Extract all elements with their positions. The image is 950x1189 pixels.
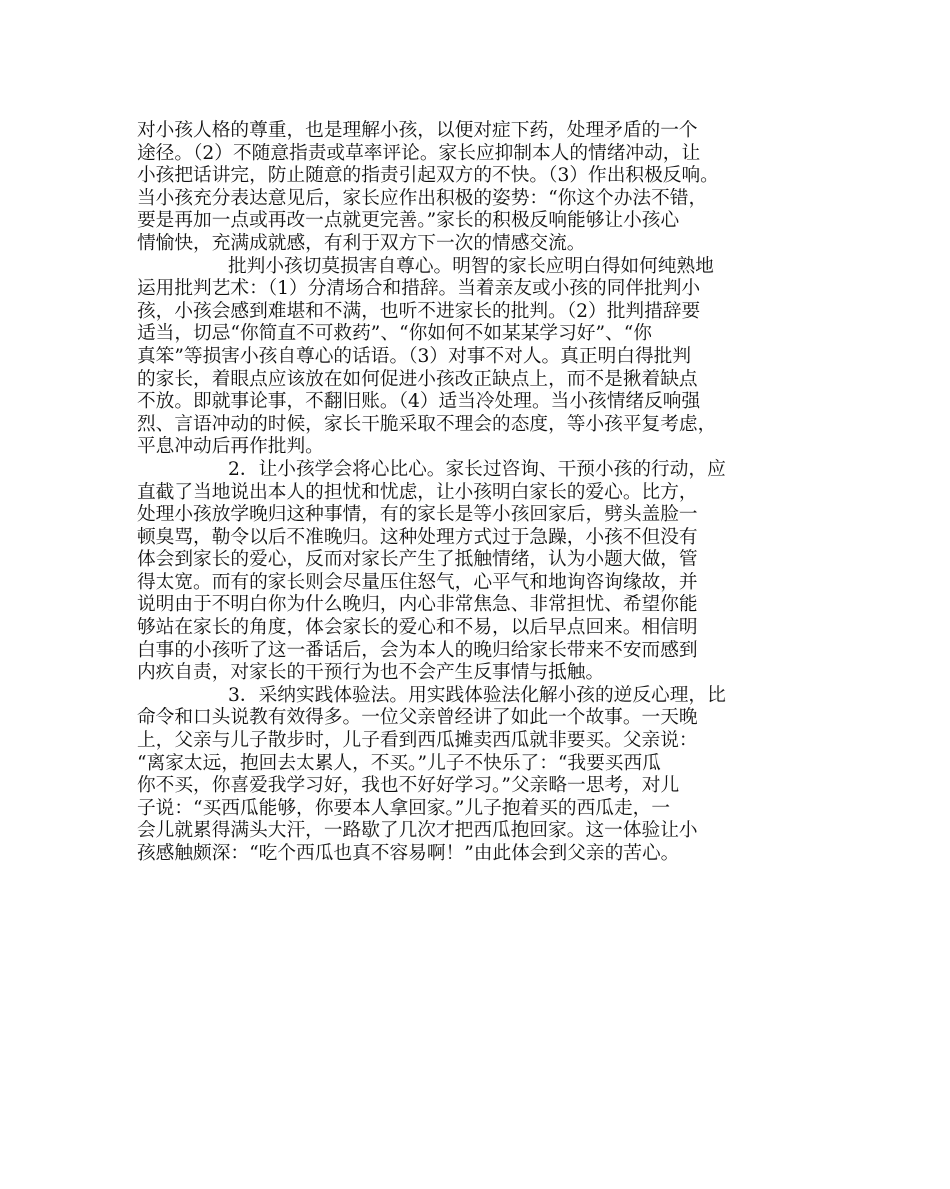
- text-line: 情愉快，充满成就感，有利于双方下一次的情感交流。: [137, 232, 586, 254]
- paragraph-first-line: 3．采纳实践体验法。用实践体验法化解小孩的逆反心理，比: [228, 684, 726, 706]
- text-line: 体会到家长的爱心，反而对家长产生了抵触情绪，认为小题大做，管: [137, 549, 698, 571]
- text-line: 内疚自责，对家长的干预行为也不会产生反事情与抵触。: [137, 662, 605, 684]
- text-line: 顿臭骂，勒令以后不准晚归。这种处理方式过于急躁，小孩不但没有: [137, 526, 698, 548]
- text-line: “离家太远，抱回去太累人，不买。”儿子不快乐了：“我要买西瓜: [137, 752, 661, 774]
- text-line: 孩，小孩会感到难堪和不满，也听不进家长的批判。（2）批判措辞要: [137, 300, 701, 322]
- text-line: 烈、言语冲动的时候，家长干脆采取不理会的态度，等小孩平复考虑，: [137, 413, 717, 435]
- text-line: 会儿就累得满头大汗，一路歇了几次才把西瓜抱回家。这一体验让小: [137, 820, 698, 842]
- text-line: 处理小孩放学晚归这种事情，有的家长是等小孩回家后，劈头盖脸一: [137, 504, 698, 526]
- text-line: 上，父亲与儿子散步时，儿子看到西瓜摊卖西瓜就非要买。父亲说：: [137, 730, 698, 752]
- paragraph-first-line: 2．让小孩学会将心比心。家长过咨询、干预小孩的行动，应: [228, 458, 726, 480]
- text-line: 得太宽。而有的家长则会尽量压住怒气，心平气和地询咨询缘故，并: [137, 571, 698, 593]
- text-line: 对小孩人格的尊重，也是理解小孩，以便对症下药，处理矛盾的一个: [137, 120, 698, 141]
- text-line: 小孩把话讲完，防止随意的指责引起双方的不快。（3）作出积极反响。: [137, 165, 719, 187]
- text-line: 够站在家长的角度，体会家长的爱心和不易，以后早点回来。相信明: [137, 617, 698, 639]
- text-line: 孩感触颇深：“吃个西瓜也真不容易啊！”由此体会到父亲的苦心。: [137, 843, 680, 864]
- text-line: 要是再加一点或再改一点就更完善。”家长的积极反响能够让小孩心: [137, 210, 680, 232]
- text-line: 运用批判艺术：（1）分清场合和措辞。当着亲友或小孩的同伴批判小: [137, 278, 701, 300]
- text-line: 当小孩充分表达意见后，家长应作出积极的姿势：“你这个办法不错，: [137, 187, 708, 209]
- text-line: 直截了当地说出本人的担忧和忧虑，让小孩明白家长的爱心。比方，: [137, 481, 698, 503]
- text-line: 真笨”等损害小孩自尊心的话语。（3）对事不对人。真正明白得批判: [137, 345, 692, 367]
- paragraph-first-line: 批判小孩切莫损害自尊心。明智的家长应明白得如何纯熟地: [228, 255, 714, 277]
- text-line: 白事的小孩听了这一番话后，会为本人的晚归给家长带来不安而感到: [137, 639, 698, 661]
- body-text: [137, 120, 817, 866]
- text-line: 命令和口头说教有效得多。一位父亲曾经讲了如此一个故事。一天晚: [137, 707, 698, 729]
- text-line: 子说：“买西瓜能够，你要本人拿回家。”儿子抱着买的西瓜走，一: [137, 797, 671, 819]
- text-line: 的家长，着眼点应该放在如何促进小孩改正缺点上，而不是揪着缺点: [137, 368, 698, 390]
- text-line: 说明由于不明白你为什么晚归，内心非常焦急、非常担忧、希望你能: [137, 594, 698, 616]
- text-line: 途径。（2）不随意指责或草率评论。家长应抑制本人的情绪冲动，让: [137, 142, 701, 164]
- text-line: 你不买，你喜爱我学习好，我也不好好学习。”父亲略一思考，对儿: [137, 775, 680, 797]
- text-line: 适当，切忌“你简直不可救药”、“你如何不如某某学习好”、“你: [137, 323, 652, 345]
- text-line: 平息冲动后再作批判。: [137, 436, 324, 458]
- text-line: 不放。即就事论事，不翻旧账。（4）适当冷处理。当小孩情绪反响强: [137, 391, 701, 413]
